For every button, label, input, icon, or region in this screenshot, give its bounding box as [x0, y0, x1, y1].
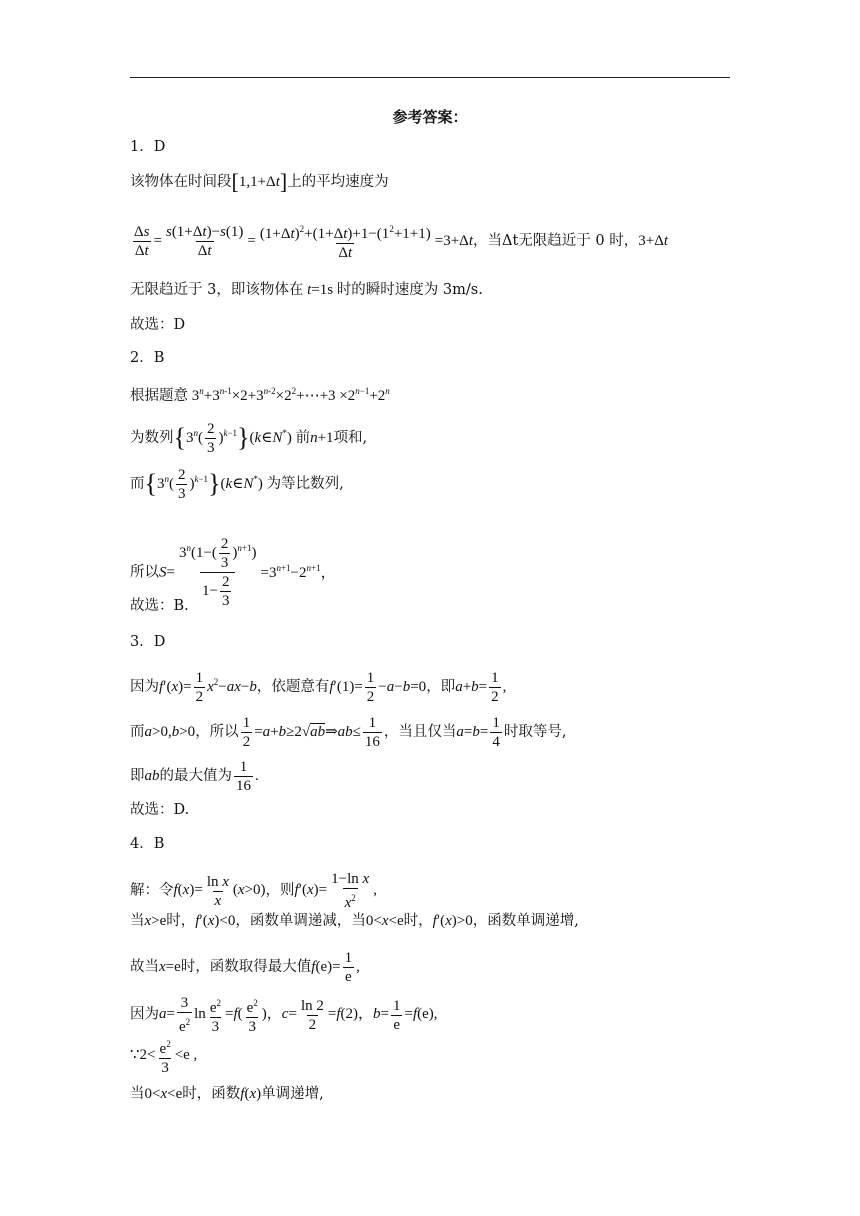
- q1-label: 1．D: [130, 139, 166, 155]
- q3-answer: 故选：D.: [130, 802, 190, 818]
- q2-line1: 根据题意 $3^n+3^{n-1}\times 2+3^{n-2}\times 2^2+\cdots+3 \times 2^{n-1}+2^n$: [130, 386, 390, 404]
- q4-line1: 解：令f(x)= $\frac{\text{ln x}}{x}$ (x>0)，则f′(x)= $\frac{\text{1−ln x}}{x^2}$ ,: [130, 871, 377, 911]
- q1-formula: $\frac{\Delta s}{\Delta t}$ = $\frac{s(1+\Delta t)-s(1)}{\Delta t}$ = $\frac{(1+\Delta t)^2+(1+\Delta t)+1-(1^2+1+1)}{\Delta t}$ =3+Δt，当Δt无限趋近于 0 时，3+Δt: [134, 223, 669, 261]
- q4-label: 4．B: [130, 836, 165, 852]
- q3-line2: 而a>0,b>0，所以 $\frac{1}{2}$ =a+b≥2√ab⇒ab≤ $\frac{1}{16}$ ，当且仅当a=b= $\frac{1}{4}$ 时取等号,: [130, 715, 567, 750]
- page-title: 参考答案：: [392, 108, 468, 126]
- q3-line1: 因为f′(x)= $\frac{1}{2}$ $x^2-ax-b$，依题意有f′(1)= $\frac{1}{2}$ −a−b=0，即a+b= $\frac{1}{2}$ ,: [130, 670, 507, 705]
- q4-line5: ∵2< $\frac{e^2}{3}$ <e ,: [130, 1039, 198, 1076]
- q4-line2: 当x>e时，f′(x)<0，函数单调递减，当0<x<e时，f′(x)>0，函数单调递增,: [130, 913, 579, 929]
- q2-line3: 而{3$^n$( $\frac{2}{3}$ )$^{k-1}$}(k∈N*) 为等比数列,: [130, 467, 344, 502]
- q2-line2: 为数列{3$^n$( $\frac{2}{3}$ )$^{k-1}$}(k∈N*) 前n+1项和,: [130, 421, 368, 456]
- header-rule: [130, 77, 730, 78]
- q3-label: 3．D: [130, 634, 166, 650]
- q4-line3: 故当x=e时，函数取得最大值f(e)= $\frac{1}{e}$ ,: [130, 950, 360, 985]
- q4-line6: 当0<x<e时，函数f(x)单调递增,: [130, 1086, 324, 1102]
- q4-line4: 因为a= $\frac{3}{e^2}$ ln $\frac{e^2}{3}$ =f( $\frac{e^2}{3}$ )，c= $\frac{\ln 2}{2}$ =f(2)，b= $\frac{1}{e}$ =f(e),: [130, 995, 438, 1035]
- q1-tail: 无限趋近于 3，即该物体在 t=1s 时的瞬时速度为 3m/s.: [130, 282, 483, 298]
- q2-line4: 所以S= $3^n(1-$( $\frac{2}{3}$ )$^{n+1}$) 1− $\frac{2}{3}$ $=3^{n+1}-2^{n+1}$，: [130, 536, 336, 609]
- q2-answer: 故选：B.: [130, 598, 189, 614]
- q1-intro: 该物体在时间段[1,1+Δt]上的平均速度为: [130, 169, 389, 194]
- q1-answer: 故选：D: [130, 317, 186, 333]
- q3-line3: 即ab的最大值为 $\frac{1}{16}$ .: [130, 759, 259, 794]
- q2-label: 2．B: [130, 350, 165, 366]
